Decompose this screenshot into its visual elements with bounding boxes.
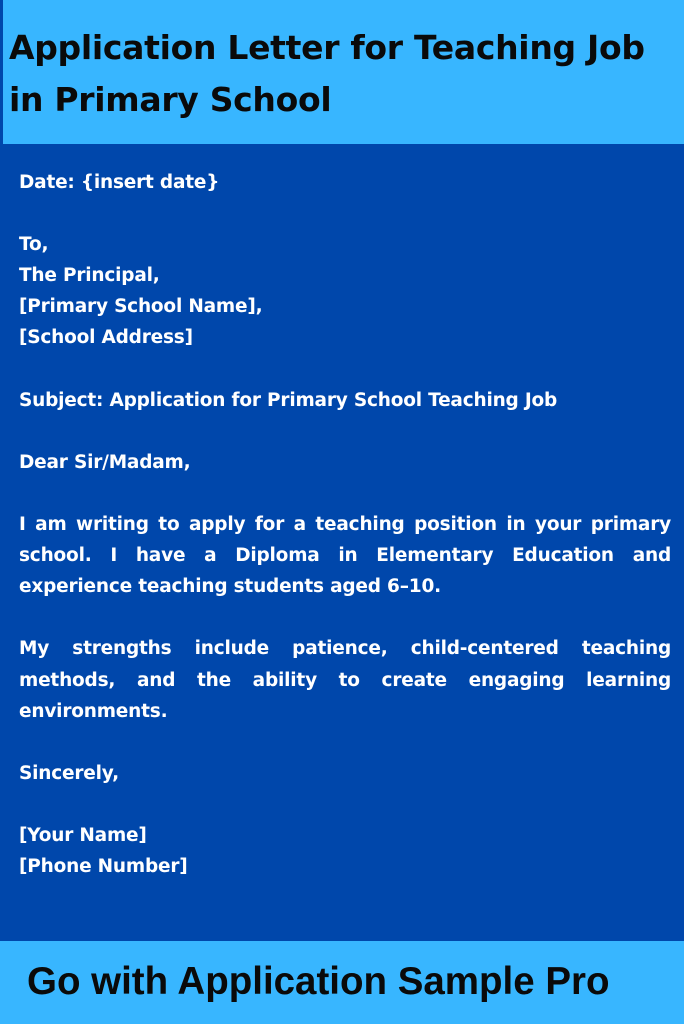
letter-recipient: The Principal,: [19, 265, 160, 287]
letter-subject: Subject: Application for Primary School Teaching Job: [19, 389, 558, 411]
spacer: [19, 416, 671, 447]
spacer: [19, 478, 671, 509]
footer-text: Go with Application Sample Pro: [27, 960, 610, 1003]
letter-school-name: [Primary School Name],: [19, 296, 263, 318]
page-title: Application Letter for Teaching Job in Primary School: [9, 28, 645, 119]
letter-phone-number: [Phone Number]: [19, 856, 188, 878]
letter-salutation: Dear Sir/Madam,: [19, 451, 191, 473]
letter-body: [19, 167, 671, 882]
letter-date: Date: {insert date}: [19, 172, 220, 193]
spacer: [19, 789, 671, 820]
letter-panel: [0, 144, 684, 941]
letter-paragraph-2: My strengths include patience, child-centered teaching methods, and the ability to create engaging learning environments.: [19, 638, 671, 722]
spacer: [19, 727, 671, 758]
header-banner: [0, 0, 684, 144]
spacer: [19, 198, 671, 229]
spacer: [19, 354, 671, 385]
letter-paragraph-1: I am writing to apply for a teaching position in your primary school. I have a Diploma in Elementary Education and experience teaching students aged 6–10.: [19, 514, 671, 598]
letter-closing: Sincerely,: [19, 762, 120, 784]
spacer: [19, 602, 671, 633]
letter-your-name: [Your Name]: [19, 824, 147, 846]
letter-school-address: [School Address]: [19, 327, 193, 349]
footer-banner: [0, 941, 684, 1024]
letter-to: To,: [19, 234, 49, 256]
